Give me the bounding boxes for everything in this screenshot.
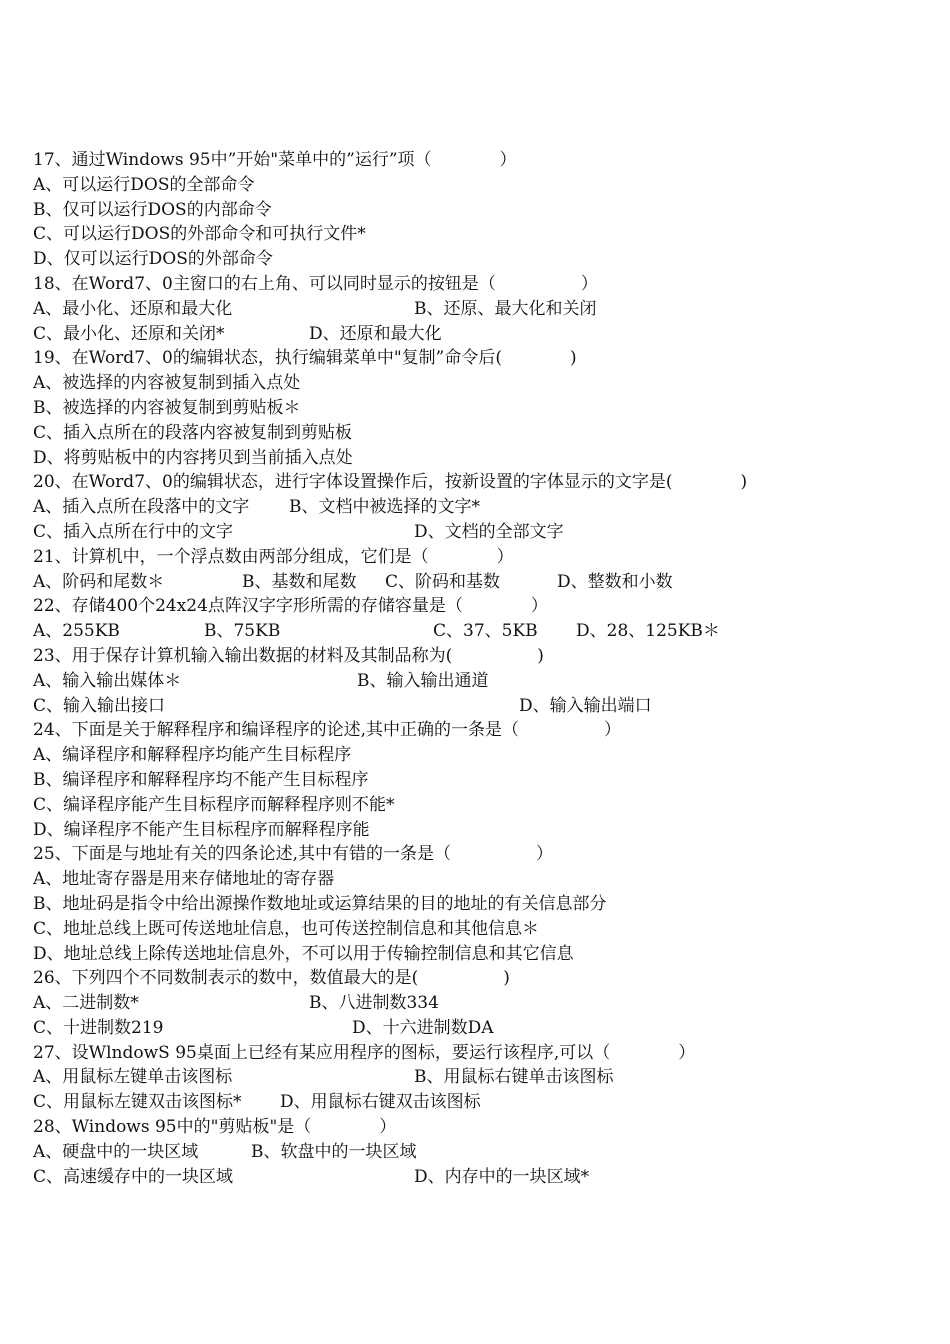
question-17-stem — [33, 148, 933, 173]
option-text: A、用鼠标左键单击该图标 — [33, 1067, 233, 1088]
option-text: C、阶码和基数 — [385, 571, 501, 592]
question-28-stem — [33, 1115, 933, 1140]
question-23-stem — [33, 644, 933, 669]
question-17-option-c — [33, 222, 933, 247]
option-text: C、十进制数219 — [33, 1017, 164, 1038]
option-text: C、可以运行DOS的外部命令和可执行文件* — [33, 224, 366, 245]
option-text: B、被选择的内容被复制到剪贴板＊ — [33, 397, 301, 418]
option-text: D、还原和最大化 — [309, 323, 442, 344]
question-stem-text: 18、在Word7、0主窗口的右上角、可以同时显示的按钮是（ ） — [33, 273, 598, 294]
option-text: A、编译程序和解释程序均能产生目标程序 — [33, 745, 352, 766]
option-text: D、输入输出端口 — [519, 695, 652, 716]
option-text: D、文档的全部文字 — [414, 521, 564, 542]
question-21-stem — [33, 545, 933, 570]
option-text: B、仅可以运行DOS的内部命令 — [33, 199, 272, 220]
option-text: C、插入点所在的段落内容被复制到剪贴板 — [33, 422, 353, 443]
question-23-options-cd — [33, 694, 933, 719]
question-21-options — [33, 570, 933, 595]
question-stem-text: 26、下列四个不同数制表示的数中，数值最大的是( ) — [33, 968, 510, 989]
question-26-stem — [33, 966, 933, 991]
question-22-stem — [33, 594, 933, 619]
option-text: B、输入输出通道 — [357, 670, 489, 691]
question-24-option-d — [33, 818, 933, 843]
option-text: A、最小化、还原和最大化 — [33, 298, 233, 319]
question-20-options-ab — [33, 495, 933, 520]
question-17-option-b — [33, 198, 933, 223]
question-26-options-ab — [33, 991, 933, 1016]
question-stem-text: 17、通过Windows 95中”开始"菜单中的”运行”项（ ） — [33, 150, 517, 170]
option-text: A、插入点所在段落中的文字 — [33, 497, 250, 518]
question-28-options-ab — [33, 1140, 933, 1165]
question-27-options-ab — [33, 1065, 933, 1090]
question-19-option-a — [33, 371, 933, 396]
option-text: C、高速缓存中的一块区域 — [33, 1166, 234, 1187]
question-19-option-b — [33, 396, 933, 421]
option-text: D、整数和小数 — [557, 571, 673, 592]
option-text: A、地址寄存器是用来存储地址的寄存器 — [33, 869, 335, 890]
question-22-options — [33, 619, 933, 644]
option-text: D、28、125KB＊ — [576, 621, 720, 642]
question-stem-text: 22、存储400个24x24点阵汉字字形所需的存储容量是（ ） — [33, 596, 548, 617]
question-27-options-cd — [33, 1090, 933, 1115]
question-28-options-cd — [33, 1165, 933, 1190]
option-text: B、用鼠标右键单击该图标 — [414, 1067, 614, 1088]
question-18-options-ab — [33, 297, 933, 322]
option-text: A、被选择的内容被复制到插入点处 — [33, 373, 301, 394]
question-27-stem — [33, 1041, 933, 1066]
option-text: B、地址码是指令中给出源操作数地址或运算结果的目的地址的有关信息部分 — [33, 893, 607, 914]
option-text: D、十六进制数DA — [352, 1017, 494, 1038]
question-20-stem — [33, 470, 933, 495]
question-19-option-c — [33, 421, 933, 446]
option-text: B、软盘中的一块区域 — [251, 1141, 417, 1162]
option-text: C、最小化、还原和关闭* — [33, 323, 225, 344]
option-text: D、编译程序不能产生目标程序而解释程序能 — [33, 819, 370, 840]
question-17-option-a — [33, 173, 933, 198]
option-text: B、八进制数334 — [309, 993, 439, 1014]
question-19-option-d — [33, 446, 933, 471]
question-19-stem — [33, 346, 933, 371]
question-24-option-a — [33, 743, 933, 768]
option-text: A、255KB — [33, 621, 120, 642]
question-stem-text: 27、设WlndowS 95桌面上已经有某应用程序的图标，要运行该程序,可以（ ） — [33, 1042, 696, 1063]
option-text: B、还原、最大化和关闭 — [414, 298, 597, 319]
question-stem-text: 25、下面是与地址有关的四条论述,其中有错的一条是（ ） — [33, 844, 554, 865]
question-stem-text: 23、用于保存计算机输入输出数据的材料及其制品称为( ) — [33, 645, 544, 666]
question-24-option-b — [33, 768, 933, 793]
question-26-options-cd — [33, 1016, 933, 1041]
question-25-option-b — [33, 892, 933, 917]
question-20-options-cd — [33, 520, 933, 545]
option-text: B、75KB — [204, 621, 281, 642]
option-text: A、二进制数* — [33, 993, 139, 1014]
option-text: A、阶码和尾数＊ — [33, 571, 165, 592]
question-18-stem — [33, 272, 933, 297]
question-stem-text: 20、在Word7、0的编辑状态，进行字体设置操作后，按新设置的字体显示的文字是( ) — [33, 472, 748, 493]
option-text: C、地址总线上既可传送地址信息，也可传送控制信息和其他信息＊ — [33, 918, 540, 939]
question-24-stem — [33, 718, 933, 743]
option-text: D、将剪贴板中的内容拷贝到当前插入点处 — [33, 447, 353, 468]
question-18-options-cd — [33, 322, 933, 347]
option-text: C、插入点所在行中的文字 — [33, 521, 234, 542]
question-stem-text: 19、在Word7、0的编辑状态，执行编辑菜单中"复制”命令后( ) — [33, 348, 577, 369]
option-text: B、编译程序和解释程序均不能产生目标程序 — [33, 769, 369, 790]
option-text: B、基数和尾数 — [242, 571, 357, 592]
question-list — [33, 148, 933, 1189]
option-text: C、用鼠标左键双击该图标* — [33, 1092, 242, 1113]
option-text: D、用鼠标右键双击该图标 — [280, 1092, 481, 1113]
question-25-stem — [33, 842, 933, 867]
question-17-option-d — [33, 247, 933, 272]
option-text: A、输入输出媒体＊ — [33, 670, 182, 691]
option-text: D、地址总线上除传送地址信息外，不可以用于传输控制信息和其它信息 — [33, 943, 574, 964]
question-23-options-ab — [33, 669, 933, 694]
question-stem-text: 28、Windows 95中的"剪贴板"是（ ） — [33, 1117, 397, 1138]
question-stem-text: 24、下面是关于解释程序和编译程序的论述,其中正确的一条是（ ） — [33, 720, 622, 741]
option-text: A、硬盘中的一块区域 — [33, 1141, 199, 1162]
option-text: C、37、5KB — [433, 621, 538, 642]
question-25-option-d — [33, 942, 933, 967]
question-stem-text: 21、计算机中，一个浮点数由两部分组成，它们是（ ） — [33, 546, 514, 567]
option-text: D、内存中的一块区域* — [414, 1166, 590, 1187]
question-25-option-a — [33, 867, 933, 892]
question-24-option-c — [33, 793, 933, 818]
question-25-option-c — [33, 917, 933, 942]
option-text: A、可以运行DOS的全部命令 — [33, 174, 255, 195]
option-text: C、编译程序能产生目标程序而解释程序则不能* — [33, 794, 395, 815]
option-text: C、输入输出接口 — [33, 695, 166, 716]
option-text: D、仅可以运行DOS的外部命令 — [33, 249, 273, 270]
option-text: B、文档中被选择的文字* — [289, 497, 480, 518]
